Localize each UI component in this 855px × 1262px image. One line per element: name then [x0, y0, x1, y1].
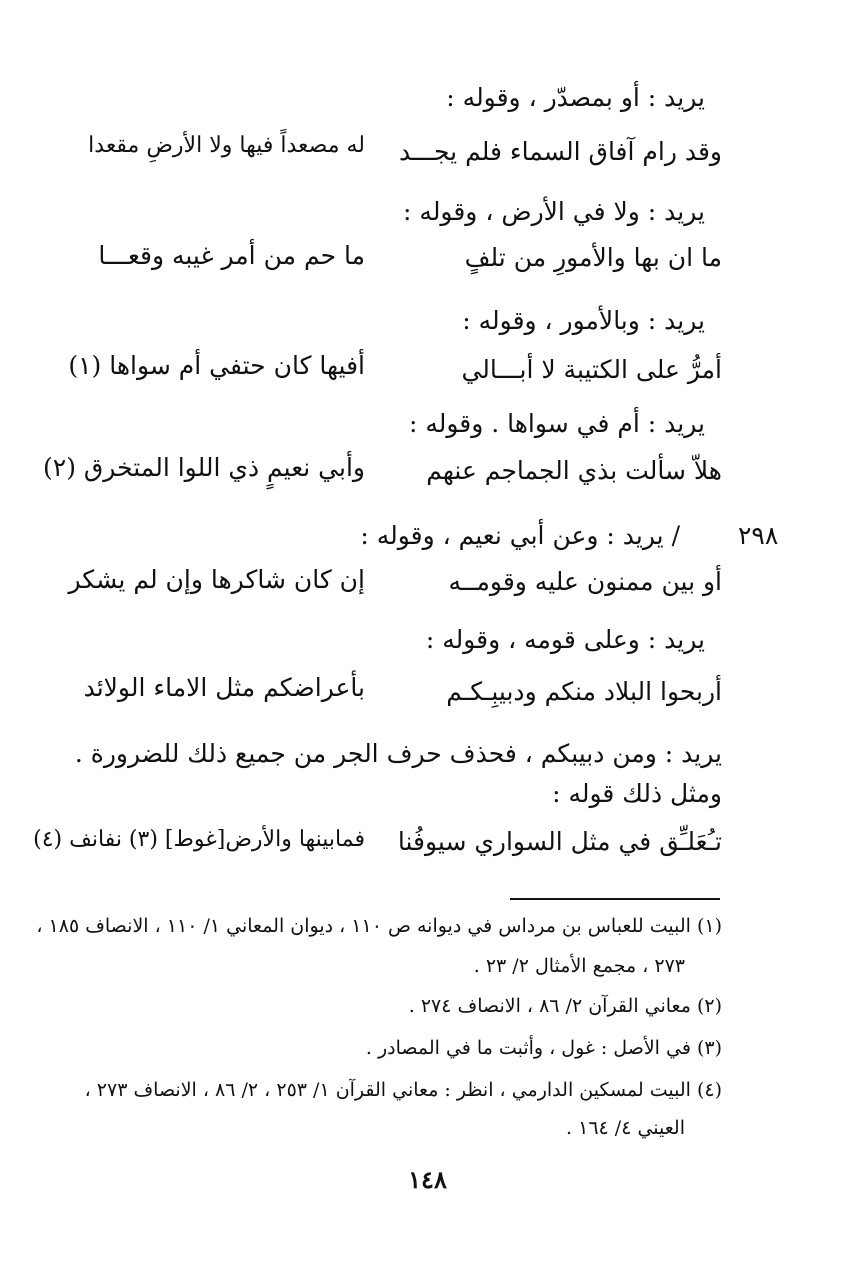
verse-second-hemistich: إن كان شاكرها وإن لم يشكر: [68, 565, 365, 594]
verse-second-hemistich: له مصعداً فيها ولا الأرضِ مقعدا: [88, 133, 365, 158]
prose-line: / يريد : وعن أبي نعيم ، وقوله :: [360, 521, 680, 550]
footnote-1-continued: ٢٧٣ ، مجمع الأمثال ٢/ ٢٣ .: [473, 955, 685, 977]
verse-first-hemistich: هلاّ سألت بذي الجماجم عنهم: [426, 456, 722, 485]
prose-line: يريد : وبالأمور ، وقوله :: [462, 306, 705, 335]
prose-line: ومثل ذلك قوله :: [552, 779, 722, 808]
verse-first-hemistich: ما ان بها والأمورِ من تلفٍ: [464, 243, 722, 272]
verse-first-hemistich: أربحوا البلاد منكم ودبيبِـكـم: [446, 677, 722, 706]
footnote-4-continued: العيني ٤/ ١٦٤ .: [566, 1117, 685, 1139]
verse-second-hemistich: ما حم من أمر غيبه وقعـــا: [98, 241, 365, 270]
verse-first-hemistich: وقد رام آفاق السماء فلم يجـــد: [398, 137, 722, 166]
verse-second-hemistich: بأعراضكم مثل الاماء الولائد: [83, 673, 365, 702]
margin-page-reference: ٢٩٨: [738, 521, 779, 550]
prose-line: يريد : ومن دبيبكم ، فحذف حرف الجر من جميع ذلك للضرورة .: [74, 739, 722, 768]
page-number: ١٤٨: [408, 1165, 447, 1194]
prose-line: يريد : وعلى قومه ، وقوله :: [425, 625, 705, 654]
verse-first-hemistich: أمرُّ على الكتيبة لا أبـــالي: [461, 355, 722, 384]
footnote-3: (٣) في الأصل : غول ، وأثبت ما في المصادر .: [365, 1037, 722, 1059]
prose-line: يريد : ولا في الأرض ، وقوله :: [403, 197, 705, 226]
verse-second-hemistich: فمابينها والأرض[غوط] (٣) نفانف (٤): [33, 827, 365, 852]
verse-first-hemistich: تـُعَلـِّق في مثل السواري سيوفُنا: [397, 827, 722, 856]
footnote-4: (٤) البيت لمسكين الدارمي ، انظر : معاني القرآن ١/ ٢٥٣ ، ٢/ ٨٦ ، الانصاف ٢٧٣ ،: [84, 1079, 722, 1101]
verse-second-hemistich: أفيها كان حتفي أم سواها (١): [68, 351, 365, 380]
verse-second-hemistich: وأبي نعيمٍ ذي اللوا المتخرق (٢): [43, 453, 365, 482]
prose-line: يريد : أو بمصدّر ، وقوله :: [446, 83, 705, 112]
footnote-separator: [510, 898, 720, 900]
verse-first-hemistich: أو بين ممنون عليه وقومــه: [448, 567, 722, 596]
footnote-2: (٢) معاني القرآن ٢/ ٨٦ ، الانصاف ٢٧٤ .: [408, 995, 722, 1017]
footnote-1: (١) البيت للعباس بن مرداس في ديوانه ص ١١٠ ، ديوان المعاني ١/ ١١٠ ، الانصاف ١٨٥ ،: [36, 915, 722, 937]
prose-line: يريد : أم في سواها . وقوله :: [408, 409, 705, 438]
